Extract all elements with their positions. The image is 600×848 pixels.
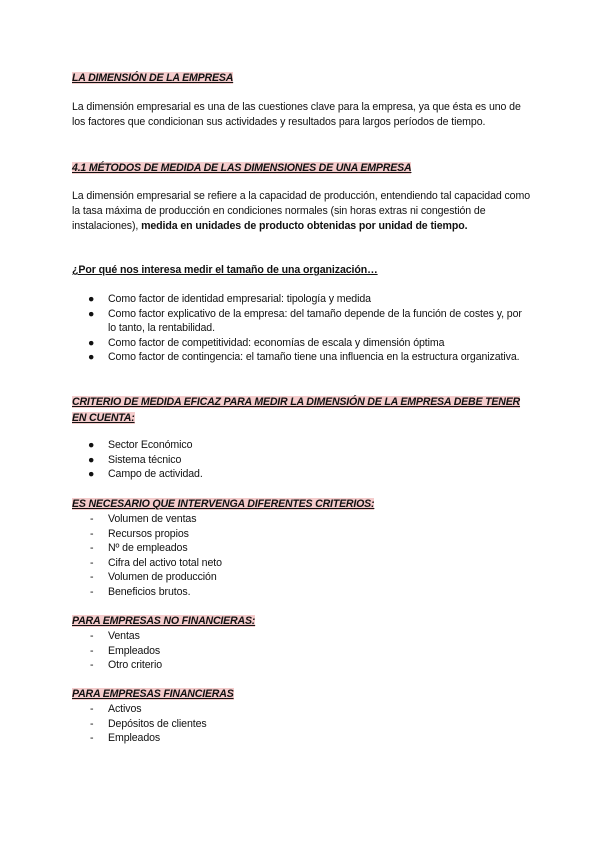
list-item: - Nº de empleados — [90, 542, 188, 554]
list-item: - Beneficios brutos. — [90, 585, 191, 598]
list-item: ● Como factor de contingencia: el tamaño tiene una influencia en la estructura organizativa. — [88, 351, 520, 363]
criterio-list — [72, 438, 532, 482]
list-item: ● Sistema técnico — [88, 453, 182, 466]
necesario-heading: ES NECESARIO QUE INTERVENGA DIFERENTES CRITERIOS: — [72, 498, 375, 510]
list-item: - Otro criterio — [90, 659, 163, 671]
list-item: ● Sector Económico — [88, 439, 193, 451]
financieras-list — [72, 702, 532, 746]
question-heading: ¿Por qué nos interesa medir el tamaño de una organización… — [72, 264, 378, 276]
list-item: - Depósitos de clientes — [90, 717, 207, 730]
list-item: - Volumen de ventas — [90, 513, 197, 525]
section-41-heading: 4.1 MÉTODOS DE MEDIDA DE LAS DIMENSIONES DE UNA EMPRESA — [72, 162, 412, 174]
list-item: - Ventas — [90, 630, 140, 642]
list-item: - Empleados — [90, 644, 161, 657]
list-item: - Empleados — [90, 732, 161, 744]
list-item: ● Campo de actividad. — [88, 468, 203, 480]
no-financieras-list — [72, 629, 532, 673]
question-list — [72, 292, 532, 365]
list-item: ● Como factor de identidad empresarial: tipología y medida — [88, 293, 371, 305]
financieras-heading: PARA EMPRESAS FINANCIERAS — [72, 688, 234, 700]
intro-paragraph: La dimensión empresarial es una de las cuestiones clave para la empresa, ya que ésta es uno de los factores que condicionan sus actividades y resultados para largos períodos de tiempo. — [72, 101, 521, 128]
necesario-list — [72, 512, 532, 599]
list-item: - Recursos propios — [90, 527, 189, 540]
no-financieras-heading: PARA EMPRESAS NO FINANCIERAS: — [72, 615, 256, 627]
section-41-bold-text: medida en unidades de producto obtenidas por unidad de tiempo. — [141, 220, 468, 232]
list-item: - Volumen de producción — [90, 571, 217, 583]
list-item: ● Como factor explicativo de la empresa: del tamaño depende de la función de costes y, por lo tanto, la rentabilidad. — [88, 307, 522, 334]
list-item: - Cifra del activo total neto — [90, 556, 222, 569]
list-item: - Activos — [90, 703, 142, 715]
page-title: LA DIMENSIÓN DE LA EMPRESA — [72, 72, 234, 84]
list-item: ● Como factor de competitividad: economías de escala y dimensión óptima — [88, 336, 445, 349]
criterio-heading: CRITERIO DE MEDIDA EFICAZ PARA MEDIR LA DIMENSIÓN DE LA EMPRESA DEBE TENER EN CUENTA: — [72, 396, 521, 424]
section-41-paragraph: La dimensión empresarial se refiere a la capacidad de producción, entendiendo tal capacidad como la tasa máxima de producción en condiciones normales (sin horas extras ni congestión de instalaciones), medida en unidades de producto obtenidas por unidad de tiempo. — [72, 190, 530, 232]
